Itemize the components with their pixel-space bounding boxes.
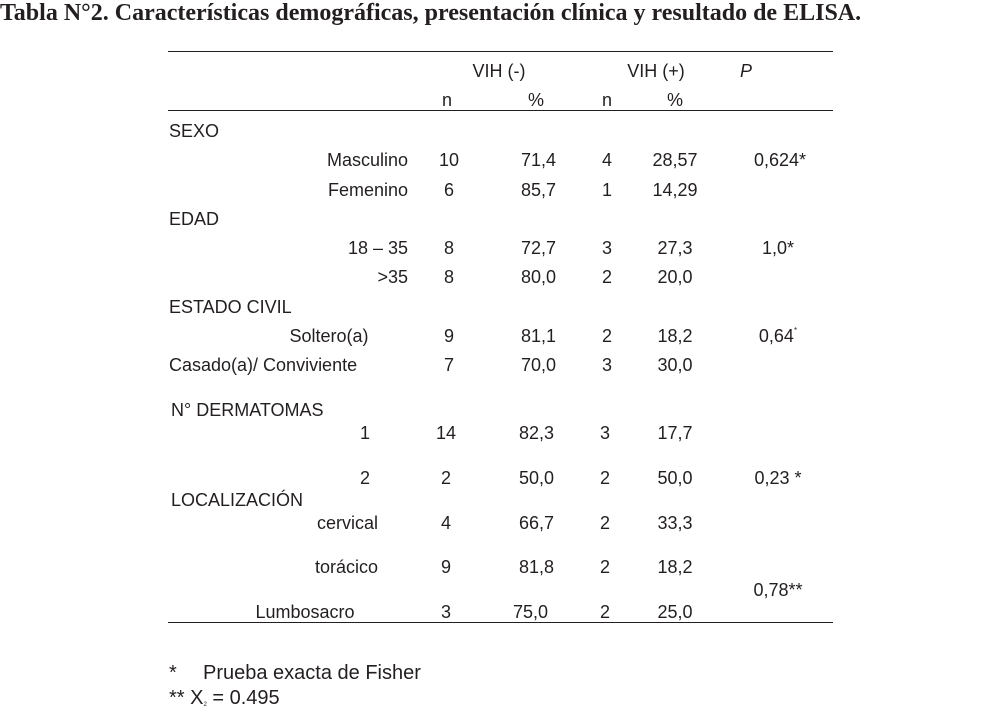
header-vih-positive: VIH (+) <box>627 61 685 81</box>
cell-pct-positive: 25,0 <box>657 602 693 622</box>
footnote-chi-square <box>169 687 280 716</box>
cell-pct-positive: 33,3 <box>657 513 693 533</box>
cell-pct-positive: 17,7 <box>657 423 693 443</box>
cell-pct-positive: 30,0 <box>657 355 693 375</box>
row-label: 1 <box>359 423 370 443</box>
section-sexo: SEXO <box>169 121 220 141</box>
cell-pct-positive: 18,2 <box>657 326 693 346</box>
cell-n-negative: 6 <box>443 180 454 200</box>
chi-square-prefix: ** X <box>169 687 204 709</box>
cell-pct-negative: 81,8 <box>518 557 554 577</box>
header-p-value: P <box>740 61 753 81</box>
cell-n-positive: 2 <box>599 602 610 622</box>
cell-n-negative: 3 <box>440 602 451 622</box>
section-localizacion: LOCALIZACIÓN <box>171 490 304 510</box>
chi-square-superscript: 2 <box>203 702 207 708</box>
p-value-marker: * <box>793 326 798 335</box>
header-pct-positive: % <box>666 90 683 110</box>
row-label: Soltero(a) <box>289 326 369 346</box>
cell-n-negative: 10 <box>438 150 460 170</box>
cell-pct-positive: 27,3 <box>657 238 693 258</box>
cell-pct-negative: 72,7 <box>520 238 556 258</box>
cell-pct-positive: 50,0 <box>657 468 693 488</box>
cell-n-negative: 2 <box>440 468 451 488</box>
cell-p-value: 0,624* <box>753 150 807 170</box>
cell-p-value: 0,23 * <box>754 468 802 488</box>
localizacion-p-value: 0,78** <box>753 580 803 600</box>
cell-n-negative: 14 <box>435 423 457 443</box>
header-pct-negative: % <box>527 90 544 110</box>
cell-n-positive: 2 <box>599 468 610 488</box>
cell-n-negative: 8 <box>443 267 454 287</box>
cell-pct-negative: 66,7 <box>518 513 554 533</box>
p-value-number: 0,64 <box>758 326 794 346</box>
cell-n-positive: 2 <box>601 326 612 346</box>
table-bottom-rule <box>168 622 833 623</box>
cell-p-value <box>728 326 828 346</box>
cell-pct-positive: 18,2 <box>657 557 693 577</box>
cell-n-positive: 3 <box>599 423 610 443</box>
section-dermatomas: N° DERMATOMAS <box>171 400 324 420</box>
cell-p-value: 1,0* <box>761 238 795 258</box>
cell-pct-negative: 81,1 <box>520 326 556 346</box>
row-label: cervical <box>316 513 378 533</box>
row-label: Masculino <box>326 150 408 170</box>
header-bottom-rule <box>168 110 833 111</box>
cell-pct-negative: 75,0 <box>512 602 548 622</box>
cell-pct-negative: 71,4 <box>520 150 556 170</box>
cell-n-positive: 2 <box>599 557 610 577</box>
cell-n-negative: 9 <box>443 326 454 346</box>
row-label: 18 – 35 <box>347 238 408 258</box>
cell-pct-negative: 80,0 <box>520 267 556 287</box>
cell-n-positive: 3 <box>601 238 612 258</box>
cell-pct-positive: 28,57 <box>652 150 698 170</box>
row-label: 2 <box>359 468 370 488</box>
cell-pct-negative: 82,3 <box>518 423 554 443</box>
chi-square-value: = 0.495 <box>206 687 280 709</box>
header-vih-negative: VIH (-) <box>472 61 526 81</box>
cell-n-negative: 4 <box>440 513 451 533</box>
row-label: >35 <box>377 267 408 287</box>
header-n-negative: n <box>441 90 452 110</box>
cell-pct-negative: 85,7 <box>520 180 556 200</box>
cell-n-negative: 8 <box>443 238 454 258</box>
header-n-positive: n <box>601 90 612 110</box>
cell-pct-negative: 70,0 <box>520 355 556 375</box>
row-label: Lumbosacro <box>255 602 355 622</box>
cell-n-positive: 4 <box>601 150 612 170</box>
table-top-rule <box>168 51 833 52</box>
cell-pct-negative: 50,0 <box>518 468 554 488</box>
cell-n-negative: 9 <box>440 557 451 577</box>
section-estado-civil: ESTADO CIVIL <box>169 297 292 317</box>
section-edad: EDAD <box>169 209 220 229</box>
row-label: Casado(a)/ Conviviente <box>169 355 358 375</box>
cell-n-negative: 7 <box>443 355 454 375</box>
cell-n-positive: 2 <box>601 267 612 287</box>
cell-pct-positive: 20,0 <box>657 267 693 287</box>
cell-pct-positive: 14,29 <box>652 180 698 200</box>
cell-n-positive: 1 <box>601 180 612 200</box>
cell-n-positive: 2 <box>599 513 610 533</box>
cell-n-positive: 3 <box>601 355 612 375</box>
row-label: Femenino <box>327 180 408 200</box>
row-label: torácico <box>314 557 378 577</box>
footnote-marker: * <box>169 662 177 684</box>
footnote-text: Prueba exacta de Fisher <box>203 662 421 684</box>
table-title: Tabla N°2. Características demográficas, presentación clínica y resultado de ELISA. <box>0 0 862 26</box>
